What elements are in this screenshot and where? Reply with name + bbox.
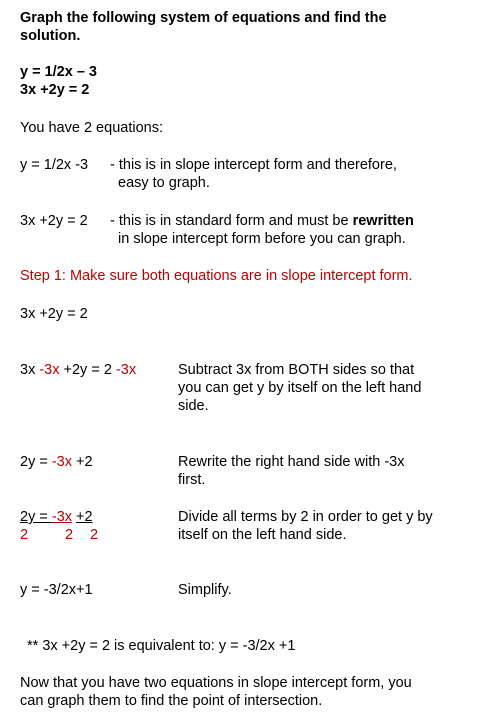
row2-eq-c: +2 bbox=[72, 454, 93, 470]
row1-eq-b: -3x bbox=[39, 362, 60, 378]
row3-numerator bbox=[20, 508, 93, 526]
intro-text: You have 2 equations: bbox=[20, 120, 163, 136]
row2-equation bbox=[20, 453, 93, 471]
row4-equation: y = -3/2x+1 bbox=[20, 582, 93, 598]
row1-equation bbox=[20, 361, 136, 379]
row1-note-3: side. bbox=[178, 398, 209, 414]
conclusion-line-2: can graph them to find the point of intersection. bbox=[20, 693, 323, 709]
row2-eq-a: 2y = bbox=[20, 454, 52, 470]
row1-note-1: Subtract 3x from BOTH sides so that bbox=[178, 362, 415, 378]
title-line-1: Graph the following system of equations and find the bbox=[20, 10, 387, 26]
row3-num-c: -3x bbox=[51, 509, 73, 525]
eq2-note-bold: rewritten bbox=[352, 213, 414, 229]
eq1-note-line-1: - this is in slope intercept form and therefore, bbox=[110, 157, 397, 173]
row3-note-2: itself on the left hand side. bbox=[178, 527, 347, 543]
row1-eq-d: -3x bbox=[115, 362, 137, 378]
row3-note-1: Divide all terms by 2 in order to get y by bbox=[178, 509, 433, 525]
row2-note-2: first. bbox=[178, 472, 206, 488]
row1-eq-c: +2y = 2 bbox=[59, 362, 116, 378]
row3-denominator-1: 2 bbox=[20, 527, 29, 543]
eq1-equation: y = 1/2x -3 bbox=[20, 157, 89, 173]
eq1-note-line-2: easy to graph. bbox=[118, 175, 210, 191]
eq2-note-prefix: - this is in standard form and must be bbox=[110, 213, 353, 229]
row3-num-e: +2 bbox=[76, 509, 93, 525]
row3-num-b: = bbox=[35, 509, 52, 525]
system-equation-2: 3x +2y = 2 bbox=[20, 82, 90, 98]
row1-note-2: you can get y by itself on the left hand bbox=[178, 380, 422, 396]
equivalence-note: ** 3x +2y = 2 is equivalent to: y = -3/2x +1 bbox=[27, 638, 296, 654]
eq2-note-line-2: in slope intercept form before you can graph. bbox=[118, 231, 406, 247]
conclusion-line-1: Now that you have two equations in slope intercept form, you bbox=[20, 675, 412, 691]
start-equation: 3x +2y = 2 bbox=[20, 306, 88, 322]
row2-note-1: Rewrite the right hand side with -3x bbox=[178, 454, 405, 470]
system-equation-1: y = 1/2x – 3 bbox=[20, 64, 97, 80]
row1-eq-a: 3x bbox=[20, 362, 40, 378]
eq2-equation: 3x +2y = 2 bbox=[20, 213, 88, 229]
row3-num-a: 2y bbox=[20, 509, 36, 525]
row3-denominator-3: 2 bbox=[90, 527, 99, 543]
step-1-heading: Step 1: Make sure both equations are in slope intercept form. bbox=[20, 268, 413, 284]
row2-eq-b: -3x bbox=[51, 454, 72, 470]
row3-denominator-2: 2 bbox=[65, 527, 74, 543]
title-line-2: solution. bbox=[20, 28, 81, 44]
eq2-note-line-1 bbox=[110, 212, 414, 230]
row4-note: Simplify. bbox=[178, 582, 232, 598]
